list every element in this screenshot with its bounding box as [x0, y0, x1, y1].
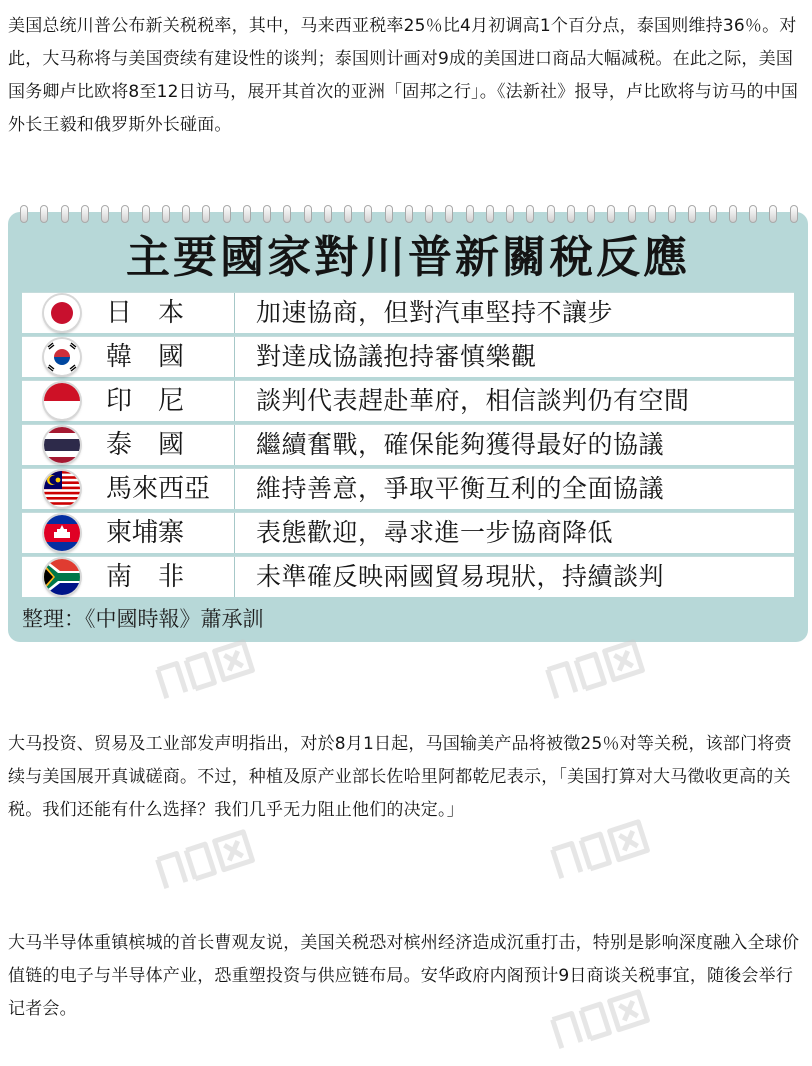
country-reaction: 加速協商，但對汽車堅持不讓步	[256, 298, 614, 327]
cambodia-flag-icon	[44, 515, 80, 551]
tariff-reaction-infographic	[8, 212, 808, 642]
south-africa-flag-icon	[44, 559, 80, 595]
country-reaction: 對達成協議抱持審慎樂觀	[256, 342, 537, 371]
country-reaction: 維持善意，爭取平衡互利的全面協議	[256, 474, 665, 503]
country-name: 南 非	[106, 562, 185, 592]
table-row	[22, 336, 794, 377]
country-reaction: 表態歡迎，尋求進一步協商降低	[256, 518, 614, 547]
thailand-flag-icon	[44, 427, 80, 463]
article-paragraph-1: 美国总统川普公布新关税税率，其中，马来西亚税率25％比4月初调高1个百分点，泰国则维持36％。对此，大马称将与美国赍续有建设性的谈判；泰国则计画对9成的美国进口商品大幅减税。在此之际，美国国务卿卢比欧将8至12日访马，展开其首次的亚洲「固邦之行」。《法新社》报导，卢比欧将与访马的中国外长王毅和俄罗斯外长碰面。	[8, 16, 799, 135]
table-row	[22, 424, 794, 465]
country-name: 柬埔寨	[106, 518, 185, 548]
infographic-title: 主要國家對川普新關稅反應	[126, 232, 690, 283]
indonesia-flag-icon	[44, 383, 80, 419]
table-row	[22, 556, 794, 597]
calendar-binding-rings	[14, 205, 804, 225]
country-name: 泰 國	[106, 430, 185, 460]
table-row	[22, 380, 794, 421]
country-reaction: 談判代表趕赴華府，相信談判仍有空間	[256, 386, 690, 415]
malaysia-flag-icon	[44, 471, 80, 507]
article-paragraph-3: 大马半导体重镇槟城的首长曹观友说，美国关税恐对槟州经济造成沉重打击，特别是影响深度融入全球价值链的电子与半导体产业，恐重塑投资与供应链布局。安华政府内阁预计9日商谈关税事宜，随後会举行记者会。	[8, 933, 800, 1019]
south-korea-flag-icon	[44, 339, 80, 375]
country-reaction: 未準確反映兩國貿易現狀，持續談判	[256, 562, 665, 591]
watermark-logo-icon	[143, 814, 266, 905]
japan-flag-icon	[44, 295, 80, 331]
article-paragraph-2: 大马投资、贸易及工业部发声明指出，对於8月1日起，马国输美产品将被徵25％对等关税，该部门将赍续与美国展开真诚磋商。不过，种植及原产业部长佐哈里阿都乾尼表示，「美国打算对大马徵收更高的关税。我们还能有什么选择？我们几乎无力阻止他们的决定。」	[8, 734, 792, 820]
infographic-credit: 整理：《中國時報》蕭承訓	[22, 607, 264, 631]
table-row	[22, 468, 794, 509]
country-reaction: 繼續奮戰，確保能夠獲得最好的協議	[256, 430, 665, 459]
country-name: 日 本	[106, 298, 185, 328]
country-name: 印 尼	[106, 386, 185, 416]
table-row	[22, 512, 794, 553]
country-name: 馬來西亞	[106, 474, 211, 504]
country-name: 韓 國	[106, 342, 185, 372]
table-row	[22, 292, 794, 333]
